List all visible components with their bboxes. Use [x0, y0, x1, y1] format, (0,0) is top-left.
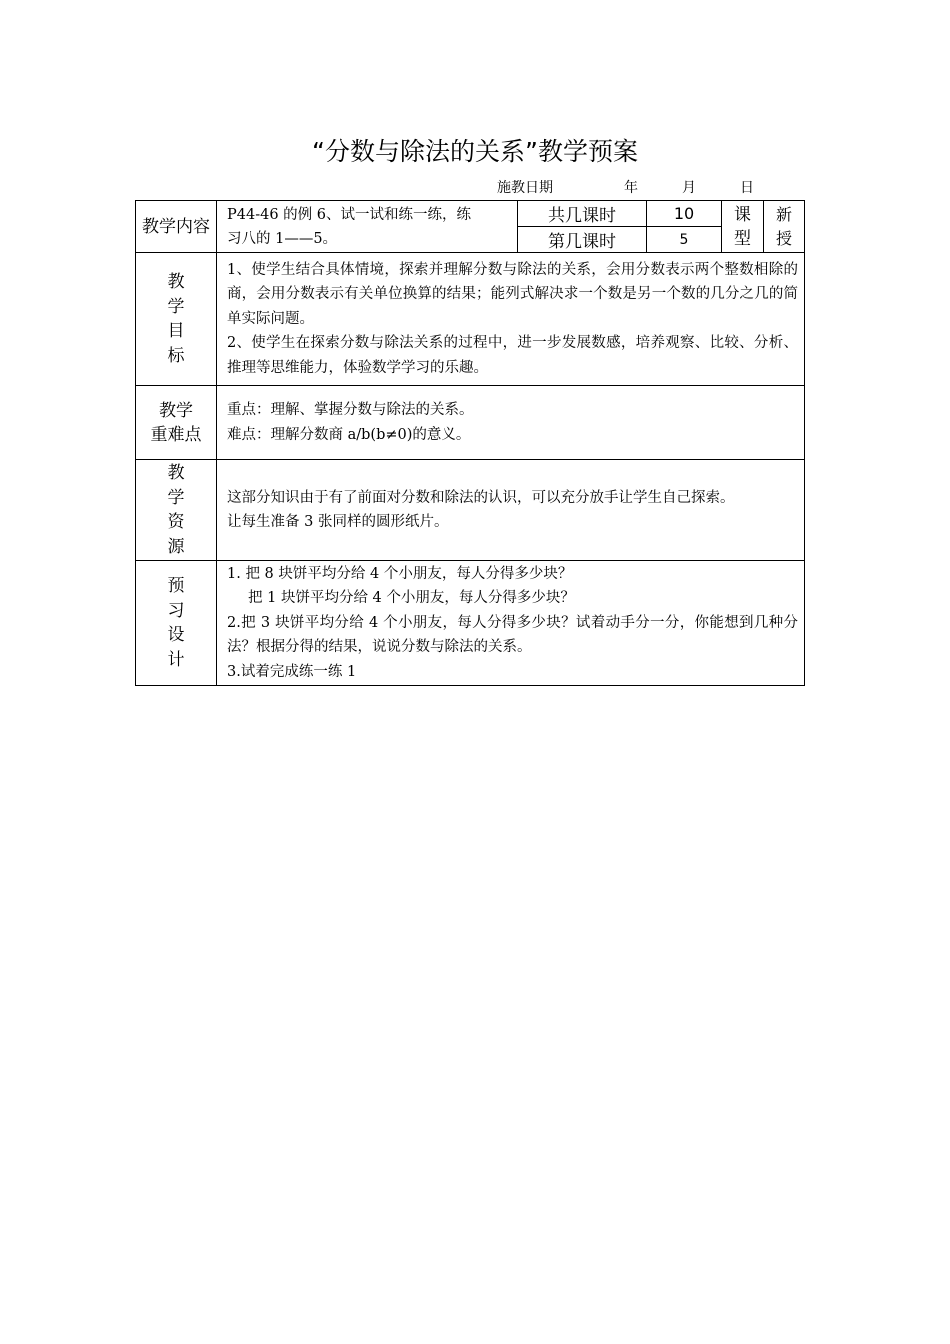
objectives-label-cell [136, 253, 217, 386]
total-hours-value: 10 [673, 204, 695, 223]
preview-label-char: 设 [167, 625, 185, 645]
preview-item: 把 1 块饼平均分给 4 个小朋友，每人分得多少块？ [248, 590, 575, 607]
date-month: 月 [682, 180, 696, 196]
resource-item: 这部分知识由于有了前面对分数和除法的认识，可以充分放手让学生自己探索。 [227, 489, 735, 506]
preview-label-char: 预 [167, 576, 185, 596]
course-type-label-2: 型 [734, 228, 751, 249]
current-hour-label: 第几课时 [548, 232, 616, 252]
objectives-content [217, 253, 805, 386]
preview-label-cell [136, 561, 217, 686]
resources-content [217, 460, 805, 561]
key-points-label-line: 重难点 [150, 424, 202, 445]
total-hours-label: 共几课时 [548, 206, 616, 226]
current-hour-value-cell [647, 227, 722, 253]
content-label: 教学内容 [142, 216, 210, 237]
objectives-label-char: 标 [167, 345, 185, 366]
preview-content [217, 561, 805, 686]
resources-label-cell [136, 460, 217, 561]
key-points-content [217, 386, 805, 460]
preview-item: 3.试着完成练一练 1 [227, 663, 357, 680]
document-title: “分数与除法的关系”教学预案 [312, 137, 638, 166]
course-type-value-1: 新 [775, 204, 792, 224]
resource-item: 让每生准备 3 张同样的圆形纸片。 [227, 514, 449, 530]
preview-label-char: 计 [167, 649, 185, 670]
course-type-label-1: 课 [734, 204, 751, 225]
objective-item: 1、使学生结合具体情境，探索并理解分数与除法的关系，会用分数表示两个整数相除的商，会用分数表示有关单位换算的结果；能列式解决求一个数是另一个数的几分之几的简单实际问题。 [227, 261, 798, 327]
lesson-plan-table [135, 200, 805, 686]
date-day: 日 [740, 180, 754, 196]
content-value-line-1: P44-46 的例 6、试一试和练一练，练 [227, 206, 471, 223]
date-label: 施教日期 [497, 180, 553, 196]
key-points-label-cell [136, 386, 217, 460]
current-hour-value: 5 [679, 231, 689, 248]
resources-label-char: 学 [167, 487, 185, 508]
resources-label-char: 教 [167, 463, 185, 483]
course-type-value-2: 授 [775, 228, 792, 248]
objectives-label-char: 教 [167, 272, 185, 292]
preview-item: 2.把 3 块饼平均分给 4 个小朋友，每人分得多少块？试着动手分一分，你能想到几种分法？根据分得的结果，说说分数与除法的关系。 [227, 614, 798, 656]
objectives-label-char: 学 [167, 296, 185, 317]
date-year: 年 [624, 180, 638, 196]
objectives-label-char: 目 [167, 321, 185, 341]
course-type-value-cell [764, 201, 805, 253]
resources-label-char: 源 [167, 536, 185, 557]
key-point-difficulty: 难点：理解分数商 a/b(b≠0)的意义。 [227, 426, 471, 443]
total-hours-value-cell [647, 201, 722, 227]
objective-item: 2、使学生在探索分数与除法关系的过程中，进一步发展数感，培养观察、比较、分析、推理等思维能力，体验数学学习的乐趣。 [227, 335, 798, 376]
content-label-cell [136, 201, 217, 253]
total-hours-label-cell [518, 201, 647, 227]
resources-label-char: 资 [167, 512, 185, 532]
current-hour-label-cell [518, 227, 647, 253]
content-value-cell [217, 201, 518, 253]
preview-item: 1. 把 8 块饼平均分给 4 个小朋友，每人分得多少块？ [227, 565, 573, 582]
course-type-label-cell [722, 201, 764, 253]
key-point-focus: 重点：理解、掌握分数与除法的关系。 [227, 402, 474, 418]
preview-label-char: 习 [167, 600, 185, 621]
key-points-label-line: 教学 [159, 400, 193, 421]
content-value-line-2: 习八的 1——5。 [227, 230, 338, 247]
